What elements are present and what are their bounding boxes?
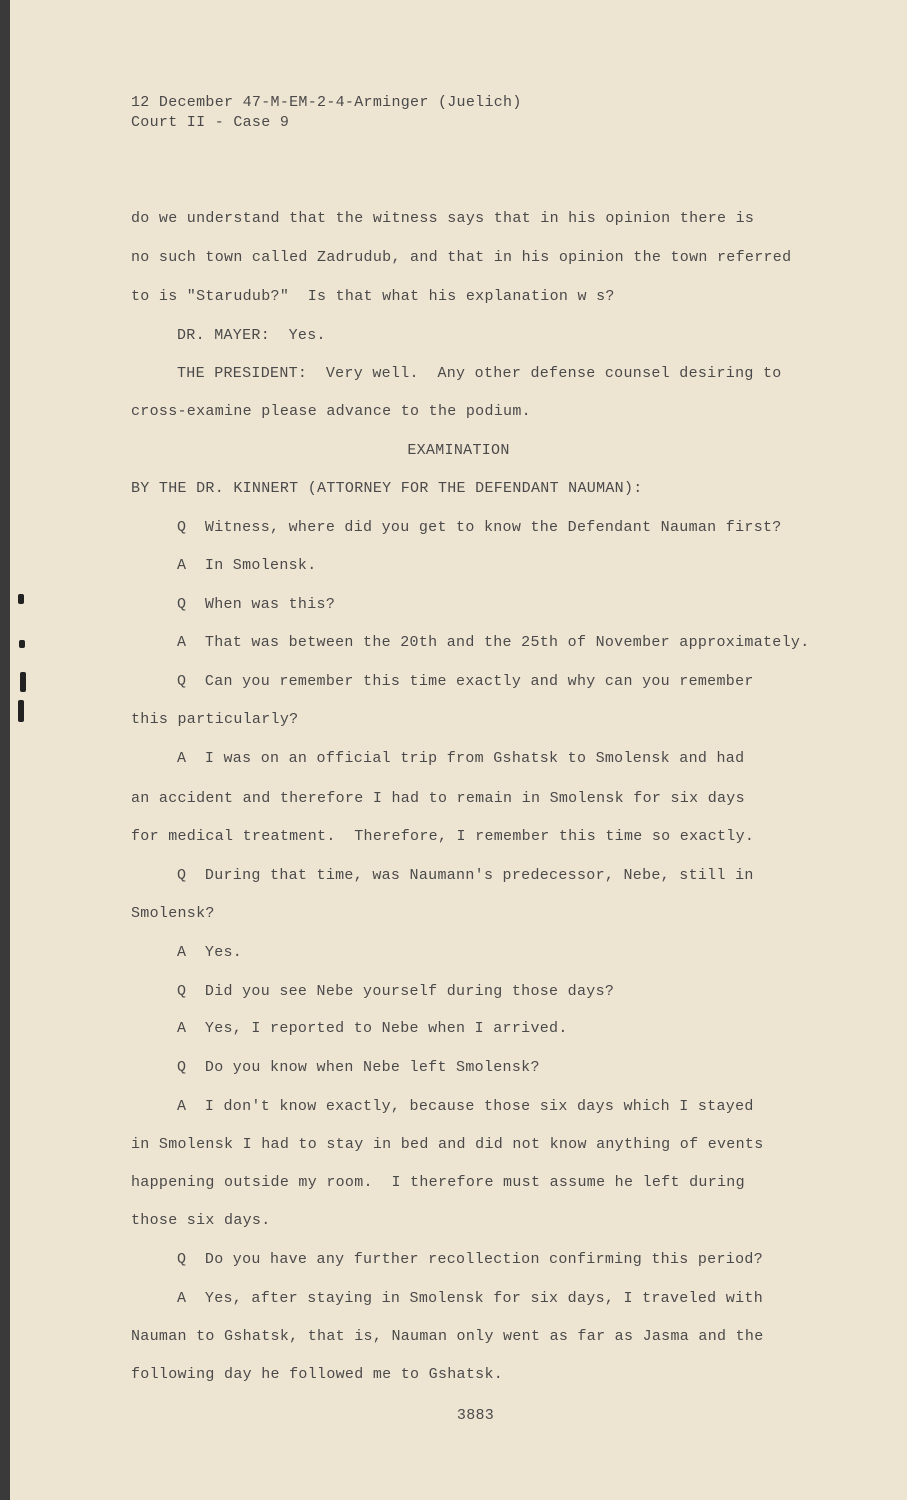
- body-line: Q Do you have any further recollection confirming this period?: [177, 1251, 763, 1268]
- binding-mark: [19, 640, 25, 648]
- section-heading: EXAMINATION: [407, 442, 510, 459]
- header-line-2: Court II - Case 9: [131, 114, 290, 131]
- body-line: this particularly?: [131, 711, 299, 728]
- body-line: THE PRESIDENT: Very well. Any other defense counsel desiring to: [177, 365, 782, 382]
- body-line: those six days.: [131, 1212, 271, 1229]
- body-line: an accident and therefore I had to remain in Smolensk for six days: [131, 790, 745, 807]
- body-line: Q Witness, where did you get to know the Defendant Nauman first?: [177, 519, 782, 536]
- body-line: Smolensk?: [131, 905, 215, 922]
- header-line-1: 12 December 47-M-EM-2-4-Arminger (Juelich): [131, 94, 522, 111]
- body-line: A Yes, I reported to Nebe when I arrived.: [177, 1020, 568, 1037]
- binding-mark: [20, 672, 26, 692]
- body-line: BY THE DR. KINNERT (ATTORNEY FOR THE DEFENDANT NAUMAN):: [131, 480, 643, 497]
- binding-mark: [18, 594, 24, 604]
- body-line: in Smolensk I had to stay in bed and did not know anything of events: [131, 1136, 764, 1153]
- body-line: to is "Starudub?" Is that what his explanation w s?: [131, 288, 615, 305]
- body-line: for medical treatment. Therefore, I remember this time so exactly.: [131, 828, 755, 845]
- body-line: A Yes, after staying in Smolensk for six days, I traveled with: [177, 1290, 763, 1307]
- body-line: Q During that time, was Naumann's predecessor, Nebe, still in: [177, 867, 754, 884]
- body-line: A I was on an official trip from Gshatsk to Smolensk and had: [177, 750, 745, 767]
- body-line: cross-examine please advance to the podium.: [131, 403, 531, 420]
- body-line: Q Do you know when Nebe left Smolensk?: [177, 1059, 540, 1076]
- body-line: A I don't know exactly, because those six days which I stayed: [177, 1098, 754, 1115]
- body-line: happening outside my room. I therefore must assume he left during: [131, 1174, 745, 1191]
- body-line: Q When was this?: [177, 596, 336, 613]
- binding-mark: [18, 700, 24, 722]
- body-line: Nauman to Gshatsk, that is, Nauman only went as far as Jasma and the: [131, 1328, 764, 1345]
- page-number: 3883: [456, 1407, 495, 1424]
- body-line: no such town called Zadrudub, and that in his opinion the town referred: [131, 249, 792, 266]
- body-line: A In Smolensk.: [177, 557, 317, 574]
- body-line: A Yes.: [177, 944, 243, 961]
- body-line: A That was between the 20th and the 25th of November approximately.: [177, 634, 810, 651]
- body-line: do we understand that the witness says that in his opinion there is: [131, 210, 755, 227]
- body-line: Q Did you see Nebe yourself during those days?: [177, 983, 615, 1000]
- body-line: Q Can you remember this time exactly and why can you remember: [177, 673, 754, 690]
- body-line: DR. MAYER: Yes.: [177, 327, 326, 344]
- body-line: following day he followed me to Gshatsk.: [131, 1366, 504, 1383]
